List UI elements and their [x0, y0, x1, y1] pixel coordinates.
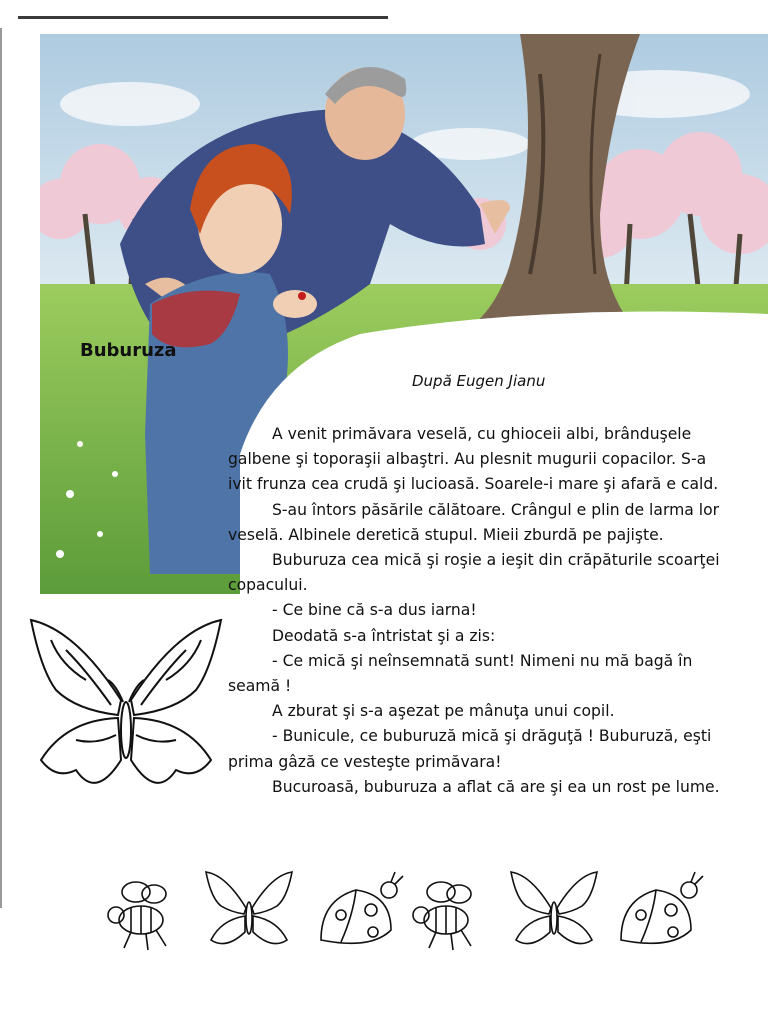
- bee-icon: [108, 882, 166, 950]
- paragraph: A zburat şi s-a aşezat pe mânuţa unui copil.: [272, 702, 615, 721]
- butterfly-icon: [26, 610, 226, 815]
- paragraph: Deodată s-a întristat şi a zis:: [272, 626, 496, 645]
- ladybug-icon: [321, 872, 403, 943]
- story-author: După Eugen Jianu: [412, 372, 546, 390]
- left-border: [0, 28, 2, 908]
- story-text: [228, 422, 728, 800]
- ladybug-icon: [621, 872, 703, 943]
- ladybug-on-hand: [298, 292, 306, 300]
- butterfly-icon: [511, 872, 597, 944]
- paragraph: Buburuza cea mică şi roşie a ieşit din crăpăturile scoarţei copacului.: [228, 551, 720, 595]
- paragraph: S-au întors păsările călătoare. Crângul e plin de larma lor veselă. Albinele deretică stupul. Mieii zburdă pe pajişte.: [228, 500, 720, 544]
- butterfly-icon: [206, 872, 292, 944]
- story-title: Buburuza: [80, 340, 177, 361]
- paragraph: Bucuroasă, buburuza a aflat că are şi ea un rost pe lume.: [272, 777, 720, 796]
- paragraph: - Bunicule, ce buburuză mică şi drăguţă ! Buburuză, eşti prima gâză ce vesteşte primăvara!: [228, 727, 712, 771]
- bee-icon: [413, 882, 471, 950]
- paragraph: - Ce bine că s-a dus iarna!: [272, 601, 477, 620]
- insect-border: [96, 870, 706, 954]
- top-rule: [18, 16, 388, 19]
- paragraph: - Ce mică şi neînsemnată sunt! Nimeni nu mă bagă în seamă !: [228, 651, 693, 696]
- paragraph: A venit primăvara veselă, cu ghioceii albi, brânduşele galbene şi toporaşii albaştri. Au plesnit mugurii copacilor. S-a ivit frunza cea crudă şi lucioasă. Soarele-i mare şi afară e cald.: [228, 425, 719, 494]
